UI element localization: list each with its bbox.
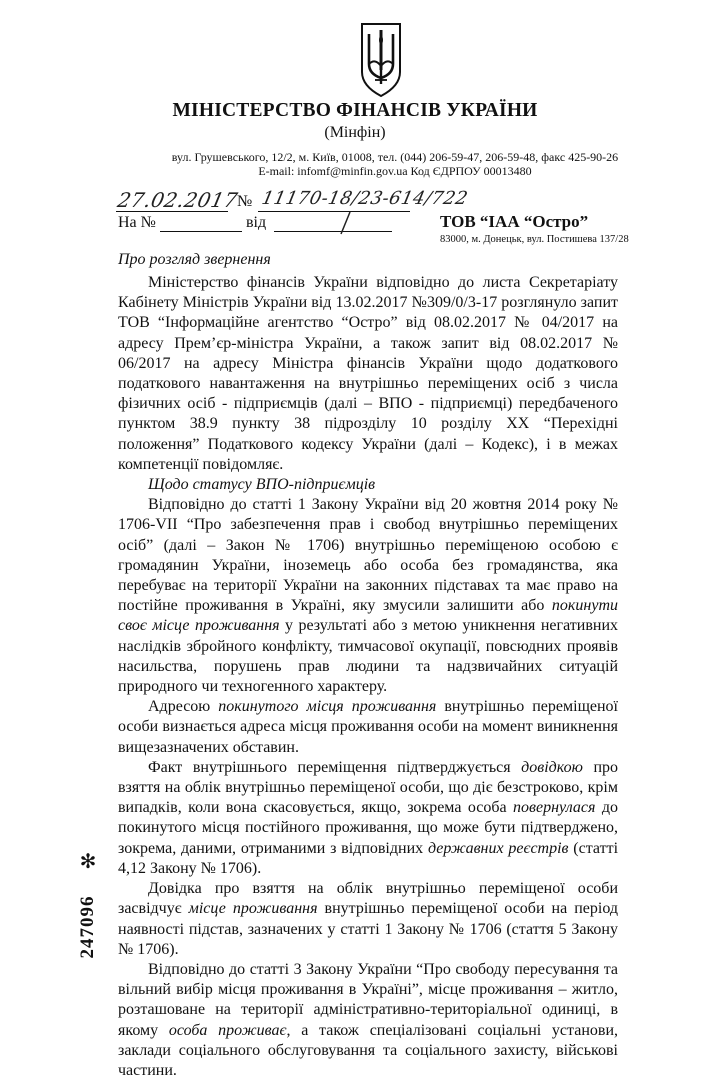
body-paragraph: Факт внутрішнього переміщення підтверджується довідкою про взяття на облік внутрішньо переміщеної особи, що діє безстроково, крім випадків, коли вона скасовується, якщо, зокрема особа повернулася до покинутого місця постійного проживання, що може бути підтверджено, зокрема, даними, отриманими з відповідних державних реєстрів (статті 4,12 Закону № 1706).	[118, 758, 619, 877]
recipient-name: ТОВ “ІАА “Остро”	[440, 212, 589, 231]
reply-number-line	[160, 231, 242, 232]
reply-to-label: На №	[118, 214, 156, 231]
ministry-name: МІНІСТЕРСТВО ФІНАНСІВ УКРАЇНИ	[172, 100, 538, 121]
stamp-number: 247096	[77, 895, 98, 959]
handwritten-date: 27.02.2017	[115, 188, 241, 212]
letter-body	[118, 273, 618, 1081]
date-underline	[116, 211, 228, 212]
letter-subject: Про розгляд звернення	[118, 251, 271, 268]
body-paragraph: Відповідно до статті 3 Закону України “Про свободу пересування та вільний вибір місця проживання в Україні”, місце проживання – житло, розташоване на території адміністративно-територіальної одиниці, в якому особа проживає, а також спеціалізовані соціальні установи, заклади соціального обслуговування та соціального захисту, військові частини.	[118, 960, 619, 1079]
reply-date-label: від	[246, 214, 267, 231]
stamp-star-icon: ✻	[79, 851, 97, 873]
ministry-short-name: (Мінфін)	[324, 124, 386, 141]
body-paragraph: Довідка про взяття на облік внутрішньо переміщеної особи засвідчує місце проживання внутрішньо переміщеної особи на період наявності підстав, зазначених у статті 1 Закону № 1706 (стаття 5 Закону № 1706).	[118, 880, 619, 958]
number-label: №	[237, 193, 253, 210]
recipient-address: 83000, м. Донецьк, вул. Постишева 137/28	[440, 234, 629, 245]
section-heading: Щодо статусу ВПО-підприємців	[148, 476, 376, 494]
handwritten-number: 11170-18/23-614/722	[259, 188, 470, 209]
registration-stamp	[76, 850, 100, 980]
number-underline	[258, 211, 410, 212]
body-paragraph: Адресою покинутого місця проживання внутрішньо переміщеної особи визнається адреса місця проживання особи на момент виникнення вищезазначених обставин.	[118, 698, 618, 756]
reply-date-line	[274, 231, 392, 232]
body-paragraph: Міністерство фінансів України відповідно до листа Секретаріату Кабінету Міністрів України від 13.02.2017 №309/0/3-17 розглянуло запит ТОВ “Інформаційне агентство “Остро” від 08.02.2017 № 04/2017 на адресу Прем’єр-міністра України, а також запит від 08.02.2017 № 06/2017 на адресу Міністра фінансів України щодо додаткового податкового навантаження на внутрішньо переміщених осіб з числа фізичних осіб - підприємців (далі – ВПО - підприємці) передбаченого пунктом 38.9 пункту 38 підрозділу 10 розділу ХХ “Перехідні положення” Податкового кодексу України (далі – Кодекс), і в межах компетенції повідомляє.	[118, 274, 618, 473]
trident-emblem-icon	[360, 20, 402, 98]
ministry-address: вул. Грушевського, 12/2, м. Київ, 01008, тел. (044) 206-59-47, 206-59-48, факс 425-90-26	[171, 150, 619, 164]
ministry-contacts: E-mail: infomf@minfin.gov.ua Код ЄДРПОУ 00013480	[258, 164, 532, 178]
body-paragraph: Відповідно до статті 1 Закону України від 20 жовтня 2014 року № 1706-VII “Про забезпечення прав і свобод внутрішньо переміщених осіб” (далі – Закон № 1706) внутрішньо переміщеною особою є громадянин України, іноземець або особа без громадянства, яка перебуває на території України на законних підставах та має право на постійне проживання в Україні, яку змусили залишити або покинути своє місце проживання у результаті або з метою уникнення негативних наслідків збройного конфлікту, тимчасової окупації, повсюдних проявів насильства, порушень прав людини та надзвичайних ситуацій природного чи техногенного характеру.	[118, 496, 619, 696]
handwritten-slash	[338, 210, 352, 236]
